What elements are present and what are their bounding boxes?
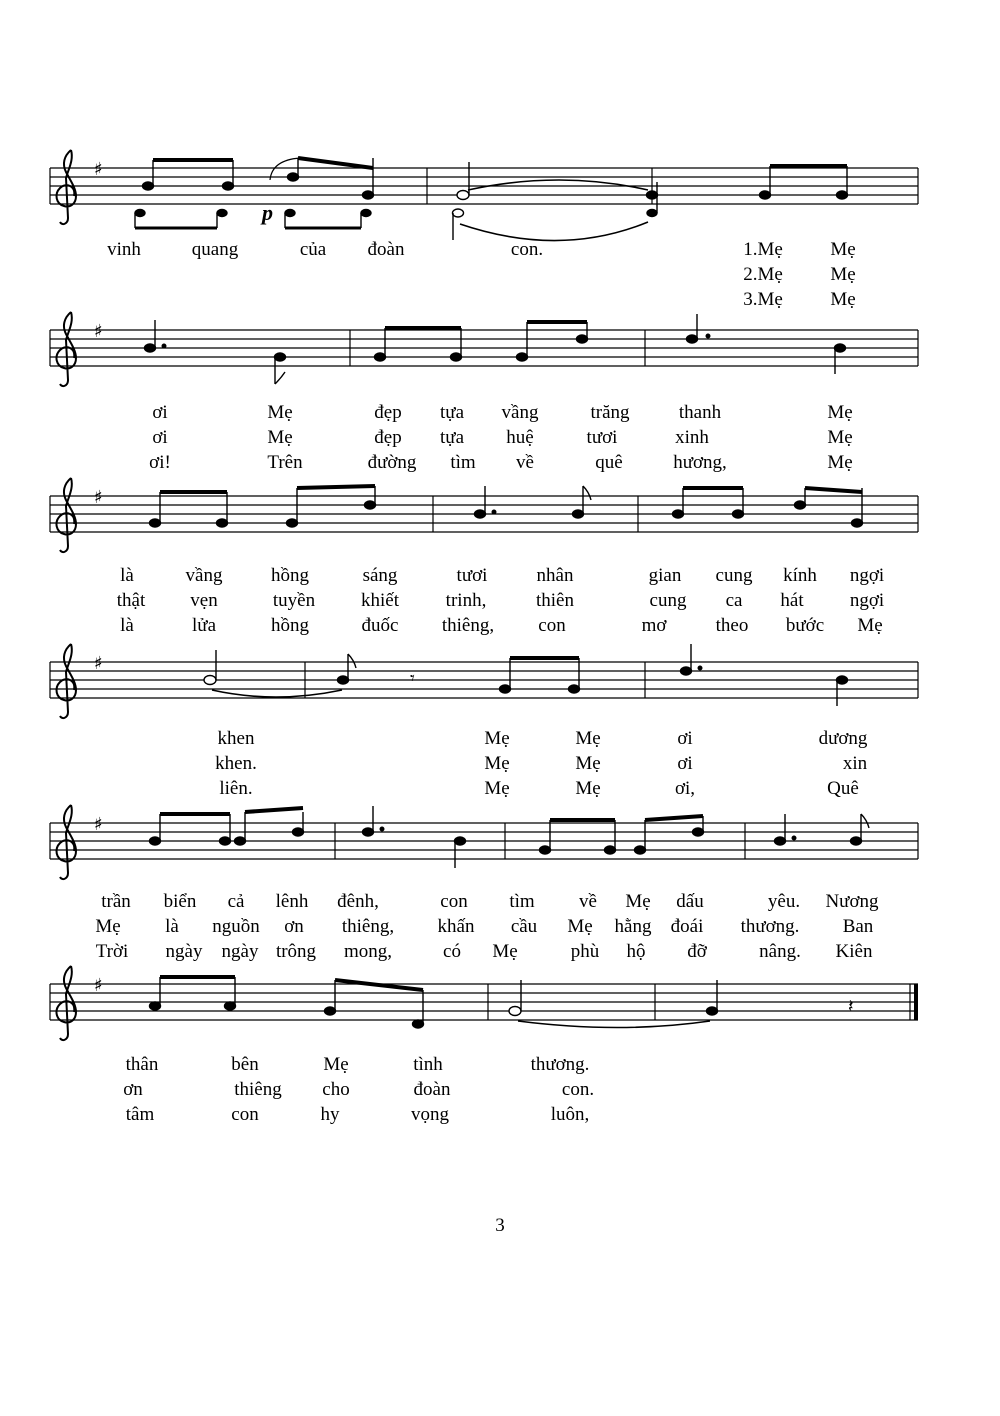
lyric-word: hồng <box>271 565 309 586</box>
lyric-word: của <box>299 239 327 260</box>
lyric-word: liên. <box>219 778 253 799</box>
lyric-word: Ban <box>842 916 874 937</box>
lyric-word: có <box>443 941 461 962</box>
lyric-word: vinh <box>107 239 141 260</box>
lyric-word: đoái <box>670 916 704 937</box>
lyric-word: thanh <box>678 402 722 423</box>
lyric-word: về <box>516 452 534 473</box>
lyric-word: hương, <box>673 452 727 473</box>
lyric-word: thương. <box>530 1054 590 1075</box>
staff-system-1 <box>50 150 918 241</box>
sharp-icon: ♯ <box>94 159 103 180</box>
lyric-word: là <box>120 565 134 586</box>
lyric-word: con. <box>561 1079 595 1100</box>
lyric-word: xin <box>842 753 868 774</box>
svg-text:𝄾: 𝄾 <box>410 668 415 689</box>
lyric-word: 3.Mẹ <box>743 289 783 310</box>
lyric-word: Mẹ <box>575 753 601 774</box>
lyric-word: Mẹ <box>323 1054 349 1075</box>
lyric-word: mong, <box>343 941 393 962</box>
lyric-word: con <box>538 615 566 636</box>
lyric-word: nguồn <box>212 916 260 937</box>
staff-system-3 <box>50 478 918 552</box>
lyric-word: đỡ <box>687 941 707 962</box>
lyric-word: tuyền <box>272 590 316 611</box>
lyric-word: ơi! <box>149 452 171 473</box>
lyric-word: thiên <box>536 590 574 611</box>
lyric-word: là <box>165 916 179 937</box>
lyric-word: bên <box>231 1054 259 1075</box>
lyric-word: Mẹ <box>827 452 853 473</box>
lyric-word: thương. <box>740 916 800 937</box>
lyric-word: Trời <box>95 941 129 962</box>
lyric-word: khiết <box>361 590 399 611</box>
lyric-word: ơi, <box>674 778 696 799</box>
lyric-word: cung <box>715 565 753 586</box>
lyric-word: tươi <box>456 565 488 586</box>
lyric-word: phù <box>570 941 600 962</box>
lyric-word: đoàn <box>367 239 405 260</box>
lyric-word: Mẹ <box>827 402 853 423</box>
lyric-word: con <box>231 1104 259 1125</box>
lyric-word: Mẹ <box>827 427 853 448</box>
staff-system-6 <box>50 966 918 1040</box>
lyric-word: Kiên <box>835 941 873 962</box>
lyric-word: Mẹ <box>857 615 883 636</box>
lyric-word: đẹp <box>374 402 402 423</box>
lyric-word: tìm <box>509 891 535 912</box>
lyric-word: khen <box>217 728 255 749</box>
treble-clef-icon <box>57 312 76 386</box>
lyric-word: Mẹ <box>575 728 601 749</box>
lyric-word: hồng <box>271 615 309 636</box>
lyric-word: ngợi <box>849 565 885 586</box>
lyric-word: 1.Mẹ <box>743 239 783 260</box>
lyric-word: Mẹ <box>492 941 518 962</box>
lyric-word: Mẹ <box>830 264 856 285</box>
lyric-word: lênh <box>275 891 309 912</box>
lyric-word: vầng <box>185 565 223 586</box>
sharp-icon: ♯ <box>94 321 103 342</box>
lyric-word: thiêng <box>234 1079 282 1100</box>
lyric-word: cầu <box>510 916 538 937</box>
lyric-word: thật <box>116 590 146 611</box>
treble-clef-icon <box>57 644 76 718</box>
lyric-word: vẹn <box>190 590 218 611</box>
lyric-word: ơi <box>152 427 168 448</box>
lyric-word: Mẹ <box>830 239 856 260</box>
lyric-word: tươi <box>586 427 618 448</box>
lyric-word: trăng <box>590 402 630 423</box>
lyric-word: ơi <box>152 402 168 423</box>
lyric-word: đường <box>367 452 417 473</box>
lyric-word: Mẹ <box>625 891 651 912</box>
svg-text:𝄽: 𝄽 <box>848 996 854 1017</box>
lyric-word: dấu <box>676 891 704 912</box>
lyric-word: thiêng, <box>341 916 395 937</box>
lyric-word: sáng <box>362 565 398 586</box>
lyric-word: quê <box>595 452 623 473</box>
sharp-icon: ♯ <box>94 975 103 996</box>
lyric-word: mơ <box>641 615 667 636</box>
lyric-word: theo <box>715 615 749 636</box>
lyric-word: hộ <box>626 941 646 962</box>
lyric-word: Mẹ <box>575 778 601 799</box>
lyric-word: cung <box>649 590 687 611</box>
lyric-word: ngày <box>221 941 259 962</box>
lyric-word: tìm <box>450 452 476 473</box>
lyric-word: đuốc <box>361 615 399 636</box>
lyric-word: hát <box>780 590 804 611</box>
lyric-word: ngợi <box>849 590 885 611</box>
lyric-word: gian <box>648 565 682 586</box>
lyric-word: quang <box>191 239 239 260</box>
lyric-word: biển <box>163 891 197 912</box>
lyric-word: con. <box>510 239 544 260</box>
lyric-word: luôn, <box>550 1104 590 1125</box>
lyric-word: xinh <box>675 427 709 448</box>
lyric-word: về <box>579 891 597 912</box>
lyric-word: cả <box>227 891 245 912</box>
staff-system-5 <box>50 805 918 879</box>
lyric-word: ơi <box>677 728 693 749</box>
lyric-word: tựa <box>439 402 465 423</box>
lyric-word: kính <box>783 565 817 586</box>
lyric-word: Mẹ <box>95 916 121 937</box>
sharp-icon: ♯ <box>94 487 103 508</box>
dynamic-marking: p <box>262 200 273 225</box>
lyric-word: ơi <box>677 753 693 774</box>
lyric-word: thiêng, <box>441 615 495 636</box>
lyric-word: huệ <box>506 427 534 448</box>
lyric-word: Mẹ <box>484 753 510 774</box>
lyric-word: là <box>120 615 134 636</box>
lyric-word: Mẹ <box>567 916 593 937</box>
sharp-icon: ♯ <box>94 814 103 835</box>
lyric-word: trông <box>275 941 317 962</box>
lyric-word: hy <box>320 1104 340 1125</box>
lyric-word: đẹp <box>374 427 402 448</box>
lyric-word: Mẹ <box>267 427 293 448</box>
treble-clef-icon <box>57 150 76 224</box>
staff-system-2 <box>50 312 918 386</box>
lyric-word: tựa <box>439 427 465 448</box>
treble-clef-icon <box>57 478 76 552</box>
lyric-word: tâm <box>125 1104 155 1125</box>
lyric-word: con <box>440 891 468 912</box>
lyric-word: đênh, <box>337 891 379 912</box>
lyric-word: Mẹ <box>484 728 510 749</box>
lyric-word: 2.Mẹ <box>743 264 783 285</box>
lyric-word: nhân <box>536 565 574 586</box>
lyric-word: ơn <box>123 1079 143 1100</box>
lyric-word: khấn <box>437 916 475 937</box>
lyric-word: nâng. <box>759 941 801 962</box>
lyric-word: Trên <box>267 452 303 473</box>
lyric-word: dương <box>818 728 868 749</box>
page-number: 3 <box>495 1215 505 1236</box>
staff-system-4 <box>50 644 918 718</box>
lyric-word: yêu. <box>767 891 801 912</box>
lyric-word: đoàn <box>413 1079 451 1100</box>
lyric-word: thân <box>125 1054 159 1075</box>
lyric-word: trinh, <box>445 590 487 611</box>
lyric-word: ơn <box>284 916 304 937</box>
lyric-word: lửa <box>191 615 217 636</box>
lyric-word: ngày <box>165 941 203 962</box>
lyric-word: trần <box>101 891 131 912</box>
lyric-word: vọng <box>411 1104 449 1125</box>
lyric-word: Nương <box>825 891 879 912</box>
lyric-word: Mẹ <box>267 402 293 423</box>
lyric-word: ca <box>725 590 743 611</box>
lyric-word: vầng <box>501 402 539 423</box>
lyric-word: hằng <box>614 916 652 937</box>
lyric-word: bước <box>785 615 825 636</box>
lyric-word: cho <box>322 1079 350 1100</box>
treble-clef-icon <box>57 805 76 879</box>
lyric-word: Mẹ <box>830 289 856 310</box>
lyric-word: Mẹ <box>484 778 510 799</box>
treble-clef-icon <box>57 966 76 1040</box>
sharp-icon: ♯ <box>94 653 103 674</box>
lyric-word: tình <box>413 1054 443 1075</box>
lyric-word: Quê <box>827 778 859 799</box>
lyric-word: khen. <box>215 753 257 774</box>
